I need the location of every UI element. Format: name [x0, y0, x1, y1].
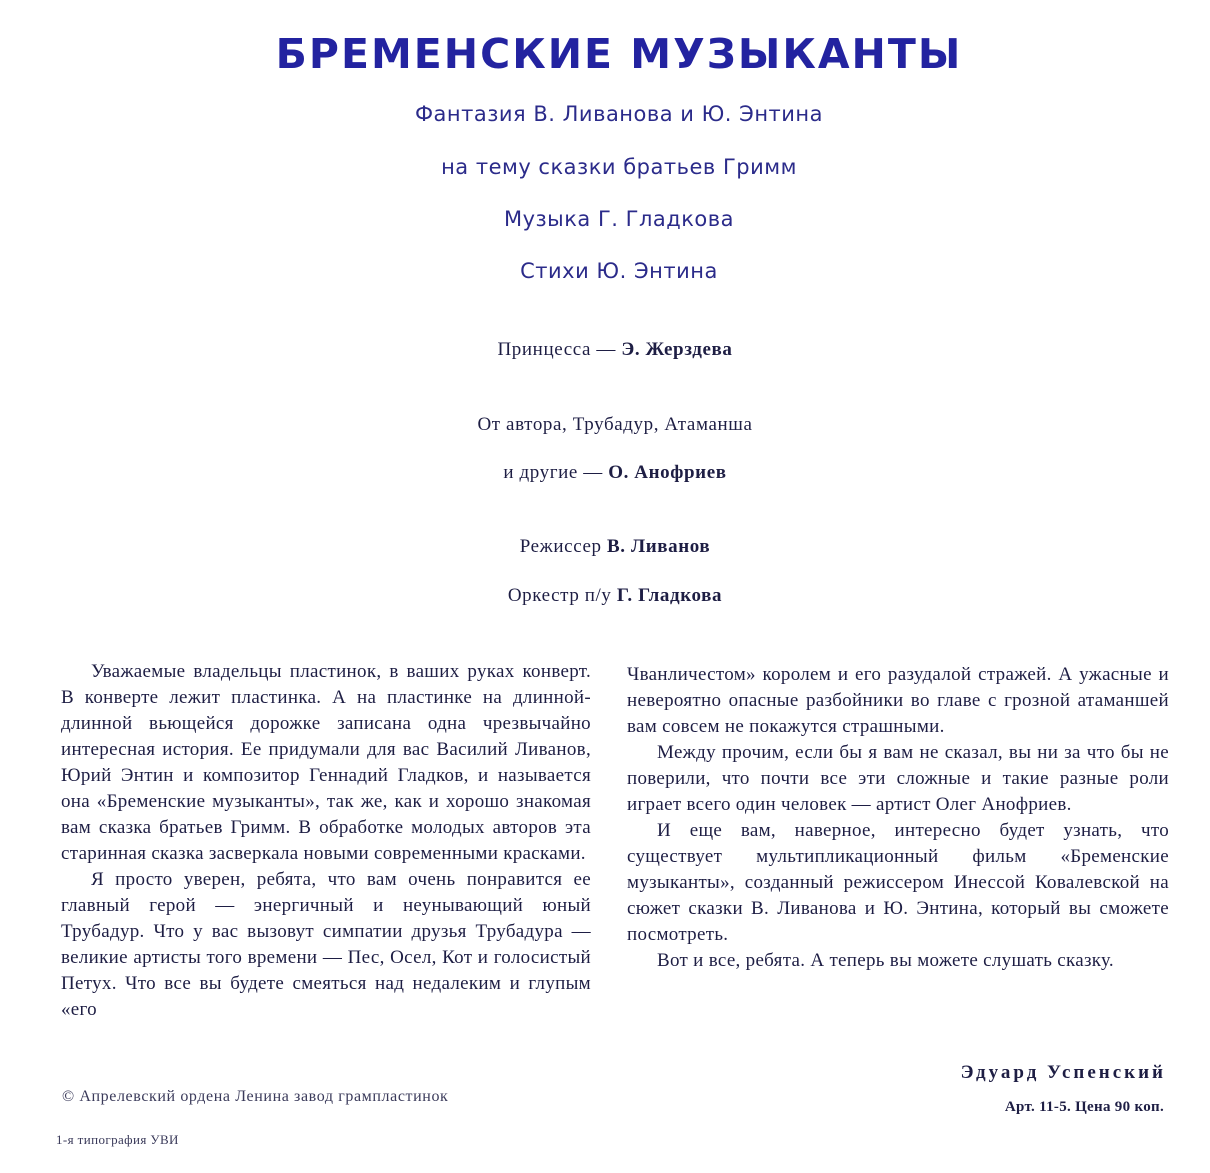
credit-name: О. Анофриев: [608, 462, 727, 483]
credit-role: Оркестр п/у: [507, 585, 617, 606]
credit-princess: [0, 339, 1210, 361]
credit-name: От автора, Трубадур, Атаманша: [477, 414, 753, 435]
article-left-column: [61, 659, 591, 1023]
credit-role: Принцесса —: [497, 339, 622, 360]
subtitle-theme: на тему сказки братьев Гримм: [441, 155, 797, 179]
factory-copyright: © Апрелевский ордена Ленина завод грампластинок: [62, 1088, 449, 1105]
article-paragraph: И еще вам, наверное, интересно будет узнать, что существует мультипликационный фильм «Бременские музыканты», созданный режиссером Инессой Ковалевской на сюжет сказки В. Ливанова и Ю. Энтина, который вы сможете посмотреть.: [627, 820, 1169, 945]
credit-roles-list: [0, 414, 1210, 436]
credit-name: В. Ливанов: [606, 536, 711, 557]
article-paragraph: Между прочим, если бы я вам не сказал, вы ни за что бы не поверили, что почти все эти сложные и такие разные роли играет всего один человек — артист Олег Анофриев.: [627, 742, 1169, 815]
credit-others: [0, 462, 1210, 484]
article-paragraph-continued: Чванличестом» королем и его разудалой стражей. А ужасные и невероятно опасные разбойники во главе с грозной атаманшей вам совсем не покажутся страшными.: [627, 664, 1169, 737]
credit-orchestra: [0, 585, 1210, 607]
article-right-column: [627, 662, 1169, 974]
subtitle-fantasy: Фантазия В. Ливанова и Ю. Энтина: [414, 102, 824, 126]
credit-name: Э. Жерздева: [621, 339, 733, 360]
subtitle-music: Музыка Г. Гладкова: [503, 207, 735, 231]
article-paragraph: Уважаемые владельцы пластинок, в ваших руках конверт. В конверте лежит пластинка. А на пластинке на длинной-длинной вьющейся дорожке записана одна чрезвычайно интересная история. Ее придумали для вас Василий Ливанов, Юрий Энтин и композитор Геннадий Гладков, и называется она «Бременские музыканты», так же, как и хорошо знакомая вам сказка братьев Гримм. В обработке молодых авторов эта старинная сказка засверкала новыми современными красками.: [61, 661, 591, 864]
page-title: БРЕМЕНСКИЕ МУЗЫКАНТЫ: [275, 30, 963, 78]
credit-role: Режиссер: [519, 536, 607, 557]
article-paragraph: Я просто уверен, ребята, что вам очень понравится ее главный герой — энергичный и неунывающий юный Трубадур. Что у вас вызовут симпатии друзья Трубадура — великие артисты того времени — Пес, Осел, Кот и голосистый Петух. Что все вы будете смеяться над недалеким и глупым «его: [61, 869, 591, 1020]
printer-line: 1-я типография УВИ: [56, 1132, 179, 1147]
author-signature: Эдуард Успенский: [960, 1062, 1166, 1083]
credit-role: и другие —: [503, 462, 609, 483]
credit-director: [0, 536, 1210, 558]
article-paragraph: Вот и все, ребята. А теперь вы можете слушать сказку.: [657, 950, 1114, 971]
credit-name: Г. Гладкова: [616, 585, 723, 606]
subtitle-lyrics: Стихи Ю. Энтина: [520, 259, 718, 283]
price-line: Арт. 11-5. Цена 90 коп.: [1004, 1099, 1164, 1115]
